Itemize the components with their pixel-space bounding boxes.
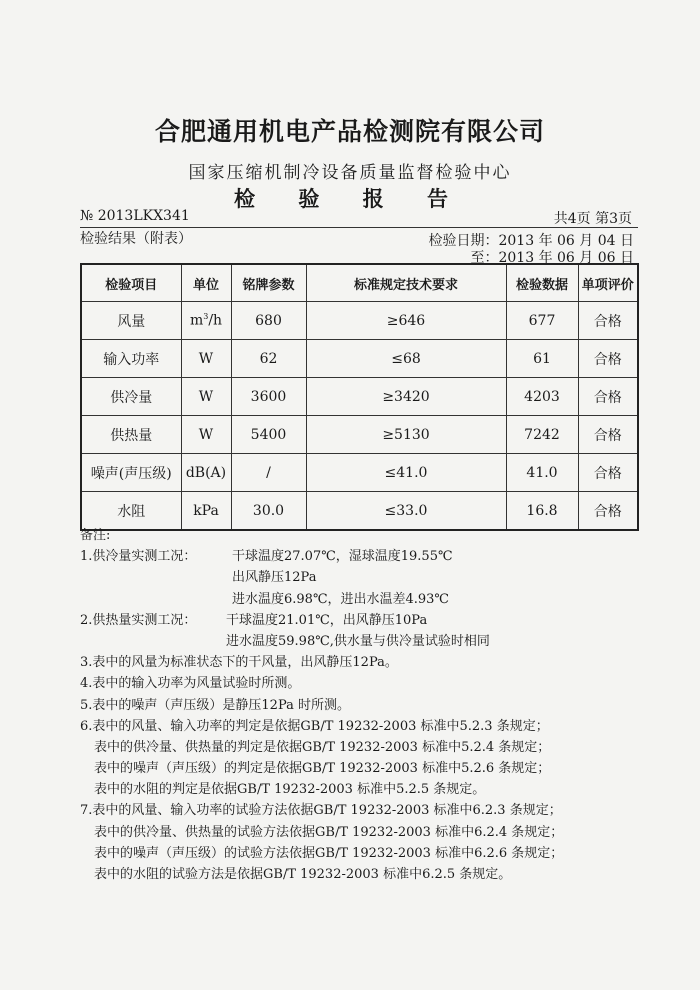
note-line: 表中的水阻的试验方法是依据GB/T 19232-2003 标准中6.2.5 条规定。 (94, 867, 512, 882)
unit-superscript: 3 (203, 312, 209, 322)
note-label: 1.供冷量实测工况： (80, 549, 197, 565)
note-line (80, 610, 563, 631)
cell-evaluation: 合格 (578, 302, 638, 340)
unit-base: W (198, 388, 214, 405)
cell-item: 水阻 (81, 492, 181, 531)
table-row (81, 416, 638, 454)
cell-item: 输入功率 (81, 340, 181, 378)
unit-tail: /h (208, 312, 223, 329)
note-line: 进水温度6.98℃，进出水温差4.93℃ (232, 591, 449, 607)
cell-evaluation: 合格 (578, 378, 638, 416)
cell-data: 7242 (506, 416, 578, 454)
cell-item: 供热量 (81, 416, 181, 454)
cell-data: 16.8 (506, 492, 578, 531)
cell-unit (181, 378, 231, 416)
cell-requirement: ≤33.0 (306, 492, 506, 531)
cell-nameplate: / (231, 454, 306, 492)
note-line: 3.表中的风量为标准状态下的干风量，出风静压12Pa。 (80, 655, 398, 671)
unit-base: kPa (193, 502, 219, 519)
cell-evaluation: 合格 (578, 416, 638, 454)
note-line: 表中的供冷量、供热量的试验方法依据GB/T 19232-2003 标准中6.2.4 条规定； (94, 824, 564, 840)
cell-nameplate: 62 (231, 340, 306, 378)
table-row (81, 454, 638, 492)
unit-base: W (198, 426, 214, 443)
cell-nameplate: 30.0 (231, 492, 306, 531)
cell-requirement: ≥646 (306, 302, 506, 340)
col-header-evaluation: 单项评价 (578, 264, 638, 302)
note-line: 出风静压12Pa (232, 570, 317, 586)
cell-unit (181, 454, 231, 492)
report-number: № 2013LKX341 (80, 208, 190, 224)
cell-data: 4203 (506, 378, 578, 416)
cell-evaluation: 合格 (578, 340, 638, 378)
col-header-item: 检验项目 (81, 264, 181, 302)
col-header-data: 检验数据 (506, 264, 578, 302)
cell-requirement: ≤68 (306, 340, 506, 378)
inspection-date-end: 至：2013 年 06 月 06 日 (470, 250, 634, 266)
report-title: 检 验 报 告 (234, 186, 466, 211)
cell-data: 41.0 (506, 454, 578, 492)
table-row (81, 340, 638, 378)
center-name: 国家压缩机制冷设备质量监督检验中心 (188, 163, 512, 183)
col-header-requirement: 标准规定技术要求 (306, 264, 506, 302)
note-line: 6.表中的风量、输入功率的判定是依据GB/T 19232-2003 标准中5.2.3 条规定； (80, 718, 549, 734)
company-name: 合肥通用机电产品检测院有限公司 (154, 117, 545, 146)
unit-base: W (198, 350, 214, 367)
cell-nameplate: 680 (231, 302, 306, 340)
cell-data: 61 (506, 340, 578, 378)
cell-unit (181, 340, 231, 378)
unit-base: m (189, 312, 204, 329)
col-header-unit: 单位 (181, 264, 231, 302)
results-table (80, 263, 639, 531)
cell-item: 供冷量 (81, 378, 181, 416)
cell-requirement: ≥5130 (306, 416, 506, 454)
table-row (81, 302, 638, 340)
cell-data: 677 (506, 302, 578, 340)
note-line: 表中的噪声（声压级）的试验方法依据GB/T 19232-2003 标准中6.2.6 条规定； (94, 845, 564, 861)
cell-unit (181, 302, 231, 340)
note-line: 进水温度59.98℃,供水量与供冷量试验时相同 (226, 633, 490, 649)
cell-requirement: ≥3420 (306, 378, 506, 416)
notes-title: 备注: (80, 528, 111, 543)
note-line: 5.表中的噪声（声压级）是静压12Pa 时所测。 (80, 697, 350, 713)
note-line: 表中的供冷量、供热量的判定是依据GB/T 19232-2003 标准中5.2.4 条规定； (94, 739, 551, 755)
note-line: 7.表中的风量、输入功率的试验方法依据GB/T 19232-2003 标准中6.2.3 条规定； (80, 803, 562, 819)
cell-unit (181, 416, 231, 454)
col-header-nameplate: 铭牌参数 (231, 264, 306, 302)
note-line (80, 546, 563, 567)
unit-base: dB(A) (185, 464, 227, 481)
section-label: 检验结果（附表） (80, 231, 192, 247)
cell-evaluation: 合格 (578, 454, 638, 492)
note-label: 2.供热量实测工况： (80, 612, 197, 628)
cell-item: 噪声(声压级) (81, 454, 181, 492)
note-line: 4.表中的输入功率为风量试验时所测。 (80, 676, 301, 692)
cell-requirement: ≤41.0 (306, 454, 506, 492)
cell-nameplate: 3600 (231, 378, 306, 416)
inspection-date-start: 检验日期：2013 年 06 月 04 日 (428, 233, 634, 249)
note-line: 表中的水阻的判定是依据GB/T 19232-2003 标准中5.2.5 条规定。 (94, 782, 486, 798)
note-line: 表中的噪声（声压级）的判定是依据GB/T 19232-2003 标准中5.2.6 条规定； (94, 761, 551, 777)
cell-nameplate: 5400 (231, 416, 306, 454)
note-text: 干球温度21.01℃，出风静压10Pa (226, 612, 428, 628)
cell-item: 风量 (81, 302, 181, 340)
cell-evaluation: 合格 (578, 492, 638, 531)
notes-section (80, 525, 563, 885)
table-header-row (81, 264, 638, 302)
note-text: 干球温度27.07℃，湿球温度19.55℃ (232, 549, 453, 565)
table-row (81, 378, 638, 416)
page-count: 共4页 第3页 (553, 211, 632, 227)
